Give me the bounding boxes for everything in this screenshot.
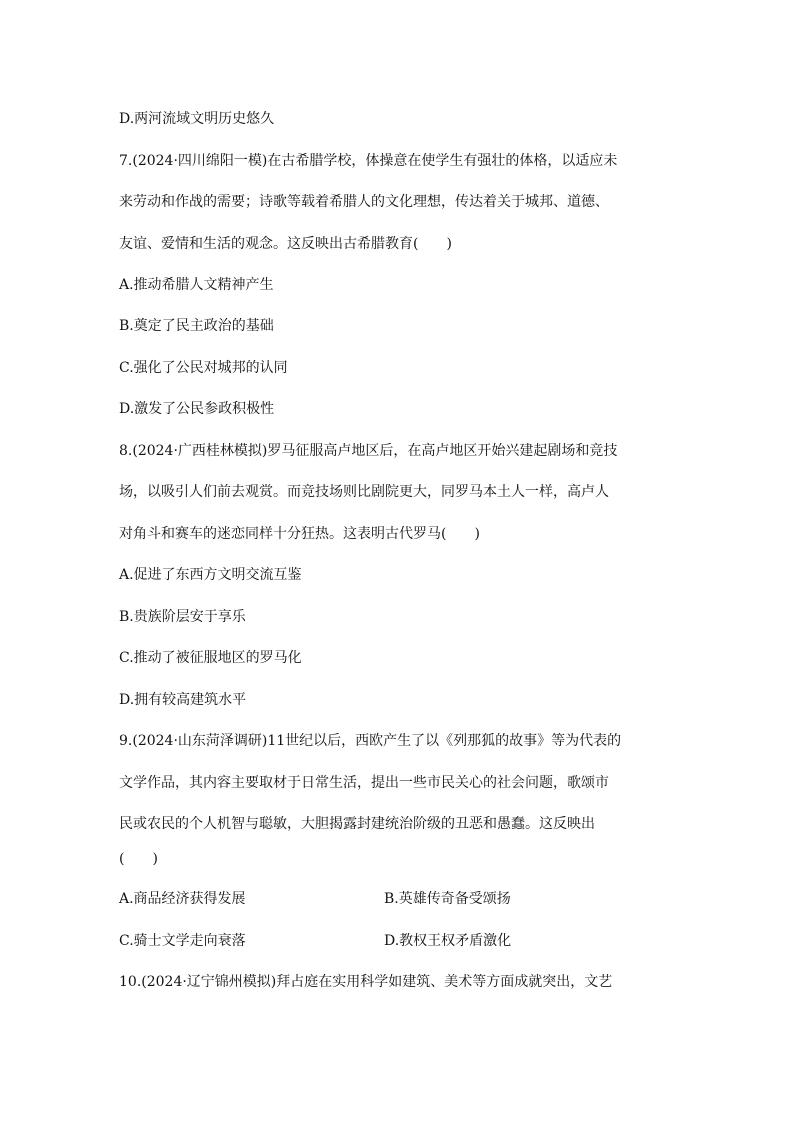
q8-stem-line-2: 场，以吸引人们前去观赏。而竞技场则比剧院更大，同罗马本土人一样，高卢人	[119, 484, 609, 500]
q8-option-c: C.推动了被征服地区的罗马化	[119, 650, 302, 666]
q9-stem-line-3: 民或农民的个人机智与聪敏，大胆揭露封建统治阶级的丑恶和愚蠢。这反映出	[119, 816, 595, 832]
q9-option-d: D.教权王权矛盾激化	[384, 933, 512, 949]
q9-option-b: B.英雄传奇备受颂扬	[384, 891, 511, 907]
q8-option-a: A.促进了东西方文明交流互鉴	[119, 567, 302, 583]
q7-stem-line-1: 7.(2024·四川绵阳一模)在古希腊学校，体操意在使学生有强壮的体格，以适应未	[119, 153, 618, 169]
q7-option-c: C.强化了公民对城邦的认同	[119, 360, 288, 376]
q8-stem-line-3: 对角斗和赛车的迷恋同样十分狂热。这表明古代罗马( )	[119, 526, 480, 542]
q7-option-d: D.激发了公民参政积极性	[119, 401, 275, 417]
q7-option-a: A.推动希腊人文精神产生	[119, 277, 274, 293]
q9-stem-line-1: 9.(2024·山东菏泽调研)11世纪以后，西欧产生了以《列那狐的故事》等为代表的	[119, 733, 622, 749]
q8-option-b: B.贵族阶层安于享乐	[119, 609, 246, 625]
q6-option-d: D.两河流域文明历史悠久	[119, 111, 275, 127]
q8-option-d: D.拥有较高建筑水平	[119, 692, 247, 708]
q9-answer-blank: ( )	[119, 851, 158, 867]
q9-option-c: C.骑士文学走向衰落	[119, 933, 246, 949]
q9-option-a: A.商品经济获得发展	[119, 891, 246, 907]
q10-stem-line-1: 10.(2024·辽宁锦州模拟)拜占庭在实用科学如建筑、美术等方面成就突出，文艺	[119, 974, 613, 990]
q7-stem-line-3: 友谊、爱情和生活的观念。这反映出古希腊教育( )	[119, 236, 452, 252]
q8-stem-line-1: 8.(2024·广西桂林模拟)罗马征服高卢地区后，在高卢地区开始兴建起剧场和竞技	[119, 443, 618, 459]
q7-stem-line-2: 来劳动和作战的需要；诗歌等载着希腊人的文化理想，传达着关于城邦、道德、	[119, 194, 609, 210]
q9-stem-line-2: 文学作品，其内容主要取材于日常生活，提出一些市民关心的社会问题，歌颂市	[119, 775, 609, 791]
q7-option-b: B.奠定了民主政治的基础	[119, 318, 274, 334]
